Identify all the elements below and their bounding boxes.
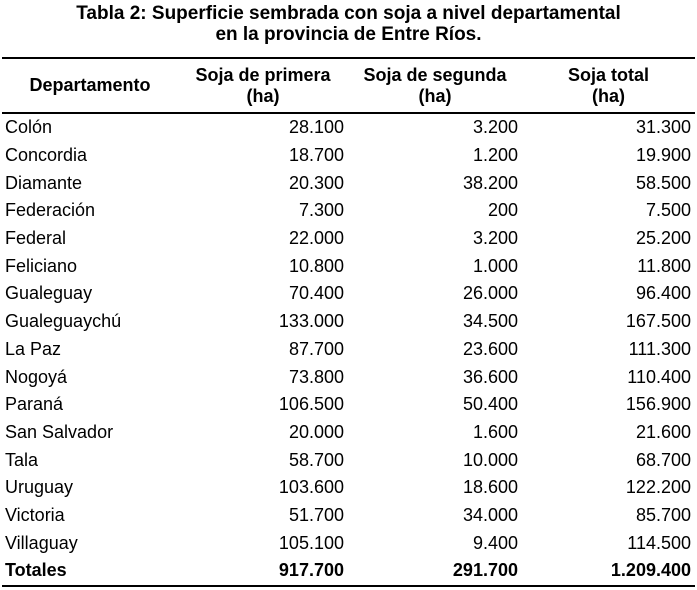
header-soja-segunda-unit: (ha) xyxy=(418,85,452,106)
soja-segunda-cell: 38.200 xyxy=(462,172,518,193)
table-row xyxy=(2,419,695,447)
header-departamento xyxy=(2,58,178,113)
departamento-cell: San Salvador xyxy=(5,421,114,442)
soja-primera-cell: 22.000 xyxy=(288,228,344,249)
table-row xyxy=(2,225,695,253)
header-soja-segunda-label: Soja de segunda xyxy=(363,64,507,85)
departamento-cell: Uruguay xyxy=(5,477,74,498)
header-soja-total-unit: (ha) xyxy=(592,85,625,106)
table-row xyxy=(2,252,695,280)
soja-primera-cell: 10.800 xyxy=(288,255,344,276)
header-soja-primera xyxy=(178,58,348,113)
soja-primera-cell: 133.000 xyxy=(278,311,344,332)
soja-total-cell: 111.300 xyxy=(628,338,691,359)
soja-segunda-cell: 10.000 xyxy=(462,449,518,470)
soja-total-cell: 25.200 xyxy=(635,228,691,249)
totals-soja-segunda: 291.700 xyxy=(452,560,518,581)
table-row xyxy=(2,446,695,474)
table-row xyxy=(2,197,695,225)
soja-total-cell: 110.400 xyxy=(627,366,691,387)
totals-soja-primera: 917.700 xyxy=(278,560,344,581)
departamento-cell: Gualeguay xyxy=(5,283,93,304)
soja-total-cell: 31.300 xyxy=(635,117,691,138)
soja-total-cell: 96.400 xyxy=(635,283,691,304)
table-row xyxy=(2,474,695,502)
soja-primera-cell: 105.100 xyxy=(278,532,344,553)
soja-primera-cell: 73.800 xyxy=(288,366,344,387)
table-row xyxy=(2,142,695,170)
departamento-cell: Colón xyxy=(5,117,53,138)
table-row xyxy=(2,391,695,419)
soja-total-cell: 58.500 xyxy=(635,172,691,193)
soja-total-cell: 11.800 xyxy=(637,255,691,276)
soja-primera-cell: 7.300 xyxy=(298,200,344,221)
departamento-cell: Nogoyá xyxy=(5,366,68,387)
departamento-cell: Diamante xyxy=(5,172,83,193)
soja-segunda-cell: 200 xyxy=(487,200,518,221)
soja-total-cell: 114.500 xyxy=(627,532,691,553)
totals-soja-total: 1.209.400 xyxy=(610,560,691,581)
soja-segunda-cell: 1.000 xyxy=(472,255,518,276)
soja-segunda-cell: 26.000 xyxy=(462,283,518,304)
table-row xyxy=(2,308,695,336)
soja-total-cell: 19.900 xyxy=(635,145,691,166)
table-row xyxy=(2,169,695,197)
soja-primera-cell: 58.700 xyxy=(288,449,344,470)
departamento-cell: Federación xyxy=(5,200,96,221)
soja-total-cell: 156.900 xyxy=(625,394,691,415)
soja-segunda-cell: 3.200 xyxy=(472,117,518,138)
soja-total-cell: 68.700 xyxy=(635,449,691,470)
soja-primera-cell: 18.700 xyxy=(288,145,344,166)
soja-segunda-cell: 18.600 xyxy=(462,477,518,498)
header-departamento-label: Departamento xyxy=(29,75,151,95)
soja-total-cell: 7.500 xyxy=(645,200,691,221)
header-soja-primera-unit: (ha) xyxy=(246,85,280,106)
totals-label: Totales xyxy=(5,560,67,581)
soja-primera-cell: 20.300 xyxy=(288,172,344,193)
header-row xyxy=(2,58,695,113)
departamento-cell: Feliciano xyxy=(5,255,78,276)
table-row xyxy=(2,363,695,391)
soja-total-cell: 167.500 xyxy=(625,311,691,332)
soja-segunda-cell: 9.400 xyxy=(472,532,518,553)
table-row xyxy=(2,529,695,557)
table-title-line-1: Tabla 2: Superficie sembrada con soja a nivel departamental xyxy=(76,3,621,24)
departamento-cell: La Paz xyxy=(5,338,62,359)
header-soja-primera-label: Soja de primera xyxy=(195,64,331,85)
departamento-cell: Gualeguaychú xyxy=(5,311,122,332)
soja-total-cell: 122.200 xyxy=(625,477,691,498)
departamento-cell: Paraná xyxy=(5,394,64,415)
soja-primera-cell: 103.600 xyxy=(278,477,344,498)
soy-area-table xyxy=(2,57,695,587)
table-row xyxy=(2,280,695,308)
table-row xyxy=(2,113,695,142)
soja-primera-cell: 51.700 xyxy=(288,504,344,525)
totals-row xyxy=(2,557,695,586)
soja-segunda-cell: 1.600 xyxy=(472,421,518,442)
soja-segunda-cell: 3.200 xyxy=(472,228,518,249)
soja-primera-cell: 87.700 xyxy=(288,338,344,359)
soja-total-cell: 85.700 xyxy=(635,504,691,525)
departamento-cell: Victoria xyxy=(5,504,65,525)
soja-primera-cell: 28.100 xyxy=(288,117,344,138)
table-footer xyxy=(2,557,695,586)
soja-primera-cell: 20.000 xyxy=(288,421,344,442)
header-soja-segunda xyxy=(348,58,522,113)
departamento-cell: Concordia xyxy=(5,145,88,166)
header-soja-total-label: Soja total xyxy=(567,64,649,85)
departamento-cell: Federal xyxy=(5,228,67,249)
table-row xyxy=(2,502,695,530)
departamento-cell: Tala xyxy=(5,449,39,470)
soja-total-cell: 21.600 xyxy=(635,421,691,442)
soja-segunda-cell: 23.600 xyxy=(462,338,518,359)
table-header xyxy=(2,58,695,113)
table-body xyxy=(2,113,695,557)
table-row xyxy=(2,336,695,364)
soja-segunda-cell: 34.000 xyxy=(462,504,518,525)
table-title-line-2: en la provincia de Entre Ríos. xyxy=(215,24,482,45)
soja-primera-cell: 70.400 xyxy=(288,283,344,304)
header-soja-total xyxy=(522,58,695,113)
soja-segunda-cell: 1.200 xyxy=(472,145,518,166)
soja-segunda-cell: 34.500 xyxy=(462,311,518,332)
table-title xyxy=(0,0,697,45)
soja-primera-cell: 106.500 xyxy=(278,394,344,415)
soja-segunda-cell: 50.400 xyxy=(462,394,518,415)
departamento-cell: Villaguay xyxy=(5,532,78,553)
soja-segunda-cell: 36.600 xyxy=(462,366,518,387)
